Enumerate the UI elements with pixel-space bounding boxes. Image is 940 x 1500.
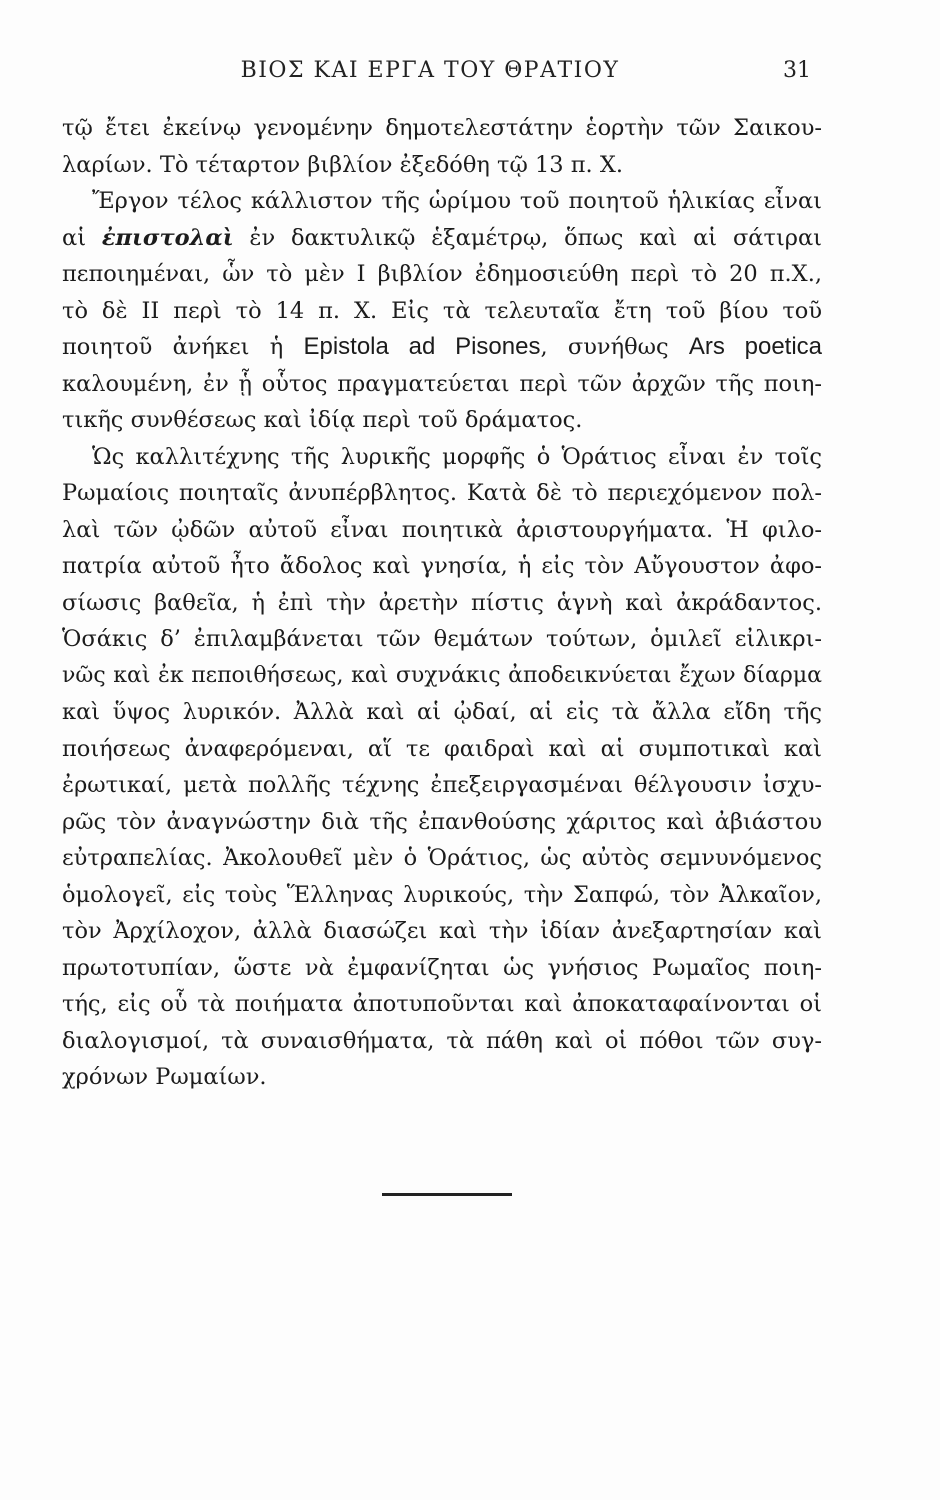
text-line-14: σίωσις βαθεῖα, ἡ ἐπὶ τὴν ἀρετὴν πίστις ἁγνὴ καὶ ἀκράδαντος. [62,589,822,616]
text-line-11: Ρωμαίοις ποιηταῖς ἀνυπέρβλητος. Κατὰ δὲ τὸ περιεχόμενον πολ- [62,480,822,506]
text-line-4: αἱ ἐπιστολαὶ ἐν δακτυλικῷ ἑξαμέτρῳ, ὅπως καὶ αἱ σάτιραι [62,224,823,251]
latin-title-epistola: Epistola ad Pisones [303,333,541,360]
text-line-15: Ὁσάκις δ’ ἐπιλαμβάνεται τῶν θεμάτων τούτων, ὁμιλεῖ εἰλικρι- [62,626,822,652]
text-line-6: τὸ δὲ ΙΙ περὶ τὸ 14 π. Χ. Εἰς τὰ τελευταῖα ἔτη τοῦ βίου τοῦ [62,297,822,324]
text-line-20: ρῶς τὸν ἀναγνώστην διὰ τῆς ἐπανθούσης χάριτος καὶ ἀβιάστου [62,808,822,835]
emphasis-epistolai: ἐπιστολαὶ [101,224,234,251]
text-line-13: πατρία αὐτοῦ ἦτο ἄδολος καὶ γνησία, ἡ εἰς τὸν Αὔγουστον ἀφο- [62,553,822,579]
text-line-26: διαλογισμοί, τὰ συναισθήματα, τὰ πάθη καὶ οἱ πόθοι τῶν συγ- [62,1027,822,1054]
text-line-23: τὸν Ἀρχίλοχον, ἀλλὰ διασώζει καὶ τὴν ἰδίαν ἀνεξαρτησίαν καὶ [62,918,822,944]
text-line-21: εὐτραπελίας. Ἀκολουθεῖ μὲν ὁ Ὁράτιος, ὡς αὐτὸς σεμνυνόμενος [62,845,822,871]
latin-title-ars-poetica: Ars poetica [688,333,823,360]
text-line-12: λαὶ τῶν ᾠδῶν αὐτοῦ εἶναι ποιητικὰ ἀριστουργήματα. Ἡ φιλο- [62,516,822,543]
text-line-9: τικῆς συνθέσεως καὶ ἰδίᾳ περὶ τοῦ δράματος. [62,407,583,433]
text-line-7: ποιητοῦ ἀνήκει ἡ Epistola ad Pisones, συνήθως Ars poetica [62,333,823,360]
text-line-22: ὁμολογεῖ, εἰς τοὺς Ἕλληνας λυρικούς, τὴν Σαπφώ, τὸν Ἀλκαῖον, [62,881,822,908]
text-line-19: ἐρωτικαί, μετὰ πολλῆς τέχνης ἐπεξειργασμέναι θέλγουσιν ἰσχυ- [62,772,822,798]
text-line-1: τῷ ἔτει ἐκείνῳ γενομένην δημοτελεστάτην ἑορτὴν τῶν Σαικου- [62,115,822,141]
text-line-27: χρόνων Ρωμαίων. [62,1064,267,1090]
running-title: ΒΙΟΣ ΚΑΙ ΕΡΓΑ ΤΟΥ ΘΡΑΤΙΟΥ [240,58,620,83]
text-line-5: πεποιημέναι, ὧν τὸ μὲν Ι βιβλίον ἐδημοσιεύθη περὶ τὸ 20 π.Χ., [62,261,822,287]
text-line-25: τής, εἰς οὗ τὰ ποιήματα ἀποτυποῦνται καὶ ἀποκαταφαίνονται οἱ [62,991,822,1017]
text-line-24: πρωτοτυπίαν, ὥστε νὰ ἐμφανίζηται ὡς γνήσιος Ρωμαῖος ποιη- [62,954,822,981]
text-line-8: καλουμένη, ἐν ᾗ οὗτος πραγματεύεται περὶ τῶν ἀρχῶν τῆς ποιη- [62,370,822,397]
text-line-18: ποιήσεως ἀναφερόμεναι, αἵ τε φαιδραὶ καὶ αἱ συμποτικαὶ καὶ [62,735,822,762]
end-rule [382,1193,512,1196]
text-line-2: λαρίων. Τὸ τέταρτον βιβλίον ἐξεδόθη τῷ 13 π. Χ. [62,151,624,178]
text-line-3: Ἔργον τέλος κάλλιστον τῆς ὡρίμου τοῦ ποιητοῦ ἡλικίας εἶναι [92,188,822,214]
text-line-17: καὶ ὕψος λυρικόν. Ἀλλὰ καὶ αἱ ᾠδαί, αἱ εἰς τὰ ἄλλα εἴδη τῆς [62,699,822,725]
page-number: 31 [783,58,811,83]
text-line-10: Ὡς καλλιτέχνης τῆς λυρικῆς μορφῆς ὁ Ὁράτιος εἶναι ἐν τοῖς [92,443,822,470]
body-text [62,110,822,1096]
text-line-16: νῶς καὶ ἐκ πεποιθήσεως, καὶ συχνάκις ἀποδεικνύεται ἔχων δίαρμα [62,662,822,688]
